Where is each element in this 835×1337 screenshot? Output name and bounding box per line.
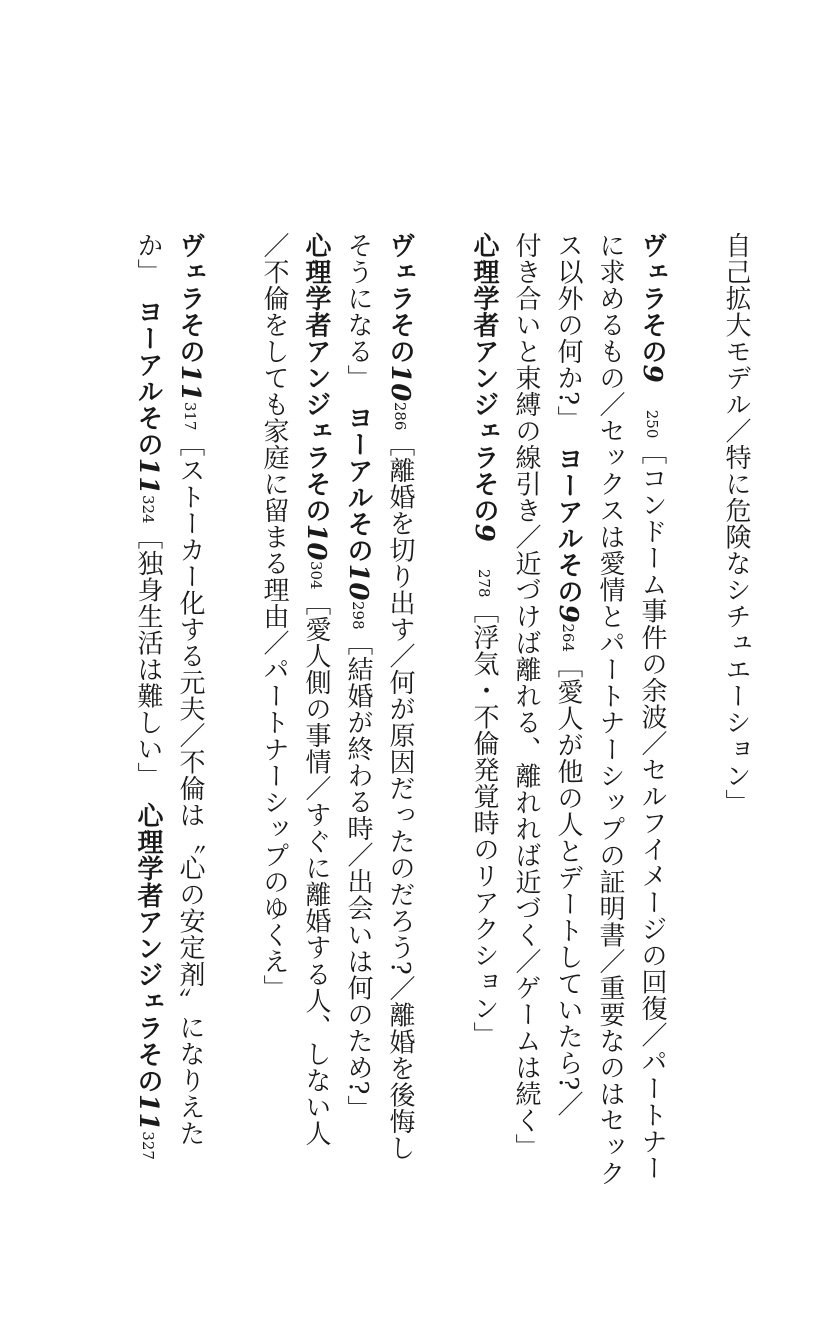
section-gap — [673, 232, 715, 1232]
entry-text: ［離婚を切り出す／何が原因だったのだろう?／離婚を後悔し — [385, 430, 415, 1161]
entry-title: ヴェラその — [637, 232, 667, 365]
entry-title: ヴェラその — [385, 232, 415, 365]
page-number: 286 — [391, 401, 409, 431]
entry-text: 付き合いと束縛の線引き／近づけば離れる、離れれば近づく／ゲームは続く」 — [511, 232, 541, 1161]
entry-number: 11 — [133, 1094, 163, 1132]
toc-line — [715, 232, 757, 1232]
page-number: 264 — [559, 623, 577, 653]
entry-text: そうになる」 — [343, 232, 373, 379]
entry-title: ヴェラその — [175, 232, 205, 365]
page-number: 250 — [643, 409, 661, 439]
entry-text: ［結婚が終わる時／出会いは何のため?」 — [343, 629, 373, 1122]
toc-line — [463, 232, 505, 1232]
page-number: 317 — [181, 401, 199, 431]
entry-number: 11 — [175, 364, 205, 402]
entry-number: 10 — [343, 563, 373, 602]
entry-text: ス以外の何か?」 — [553, 232, 583, 420]
entry-title: ヨーアルその — [133, 298, 163, 458]
entry-title: 心理学者アンジェラその — [469, 232, 499, 524]
entry-number: 10 — [385, 364, 415, 402]
toc-line — [127, 232, 169, 1232]
page-number: 298 — [349, 601, 367, 630]
entry-text: ［愛人が他の人とデートしていたら?／ — [553, 652, 583, 1118]
entry-title: ヨーアルその — [343, 404, 373, 564]
page-number: 304 — [307, 560, 325, 590]
toc-line — [337, 232, 379, 1232]
entry-text: ／不倫をしても家庭に留まる理由／パートナーシップのゆくえ」 — [259, 232, 289, 1002]
toc-line — [253, 232, 295, 1232]
entry-number: 11 — [133, 457, 163, 495]
page-number: 278 — [475, 568, 493, 598]
entry-title: ヨーアルその — [553, 445, 583, 605]
toc-line — [631, 232, 673, 1232]
section-gap — [211, 232, 253, 1232]
entry-number: 9 — [637, 364, 667, 384]
entry-number: 9 — [469, 523, 499, 543]
entry-text: ［ストーカー化する元夫／不倫は〝心の安定剤〟になりえた — [175, 430, 205, 1147]
page-number: 327 — [139, 1131, 157, 1160]
toc-line — [547, 232, 589, 1232]
entry-text: か」 — [133, 232, 163, 273]
entry-text: に求めるもの／セックスは愛情とパートナーシップの証明書／重要なのはセック — [595, 232, 625, 1187]
entry-text: ［浮気・不倫発覚時のリアクション」 — [469, 597, 499, 1049]
table-of-contents — [127, 232, 757, 1232]
entry-text: ［独身生活は難しい」 — [133, 523, 163, 776]
entry-text: ［愛人側の事情／すぐに離婚する人、しない人 — [301, 589, 331, 1147]
section-gap — [421, 232, 463, 1232]
entry-title: 心理学者アンジェラその — [301, 232, 331, 524]
entry-number: 10 — [301, 523, 331, 561]
toc-line — [379, 232, 421, 1232]
toc-line — [169, 232, 211, 1232]
entry-text: ［コンドーム事件の余波／セルフイメージの回復／パートナー — [637, 438, 667, 1181]
toc-line — [505, 232, 547, 1232]
page-number: 324 — [139, 494, 157, 524]
entry-title: 心理学者アンジェラその — [133, 802, 163, 1095]
entry-number: 9 — [553, 604, 583, 624]
toc-line — [589, 232, 631, 1232]
entry-text: 自己拡大モデル／特に危険なシチュエーション」 — [721, 232, 751, 816]
toc-line — [295, 232, 337, 1232]
